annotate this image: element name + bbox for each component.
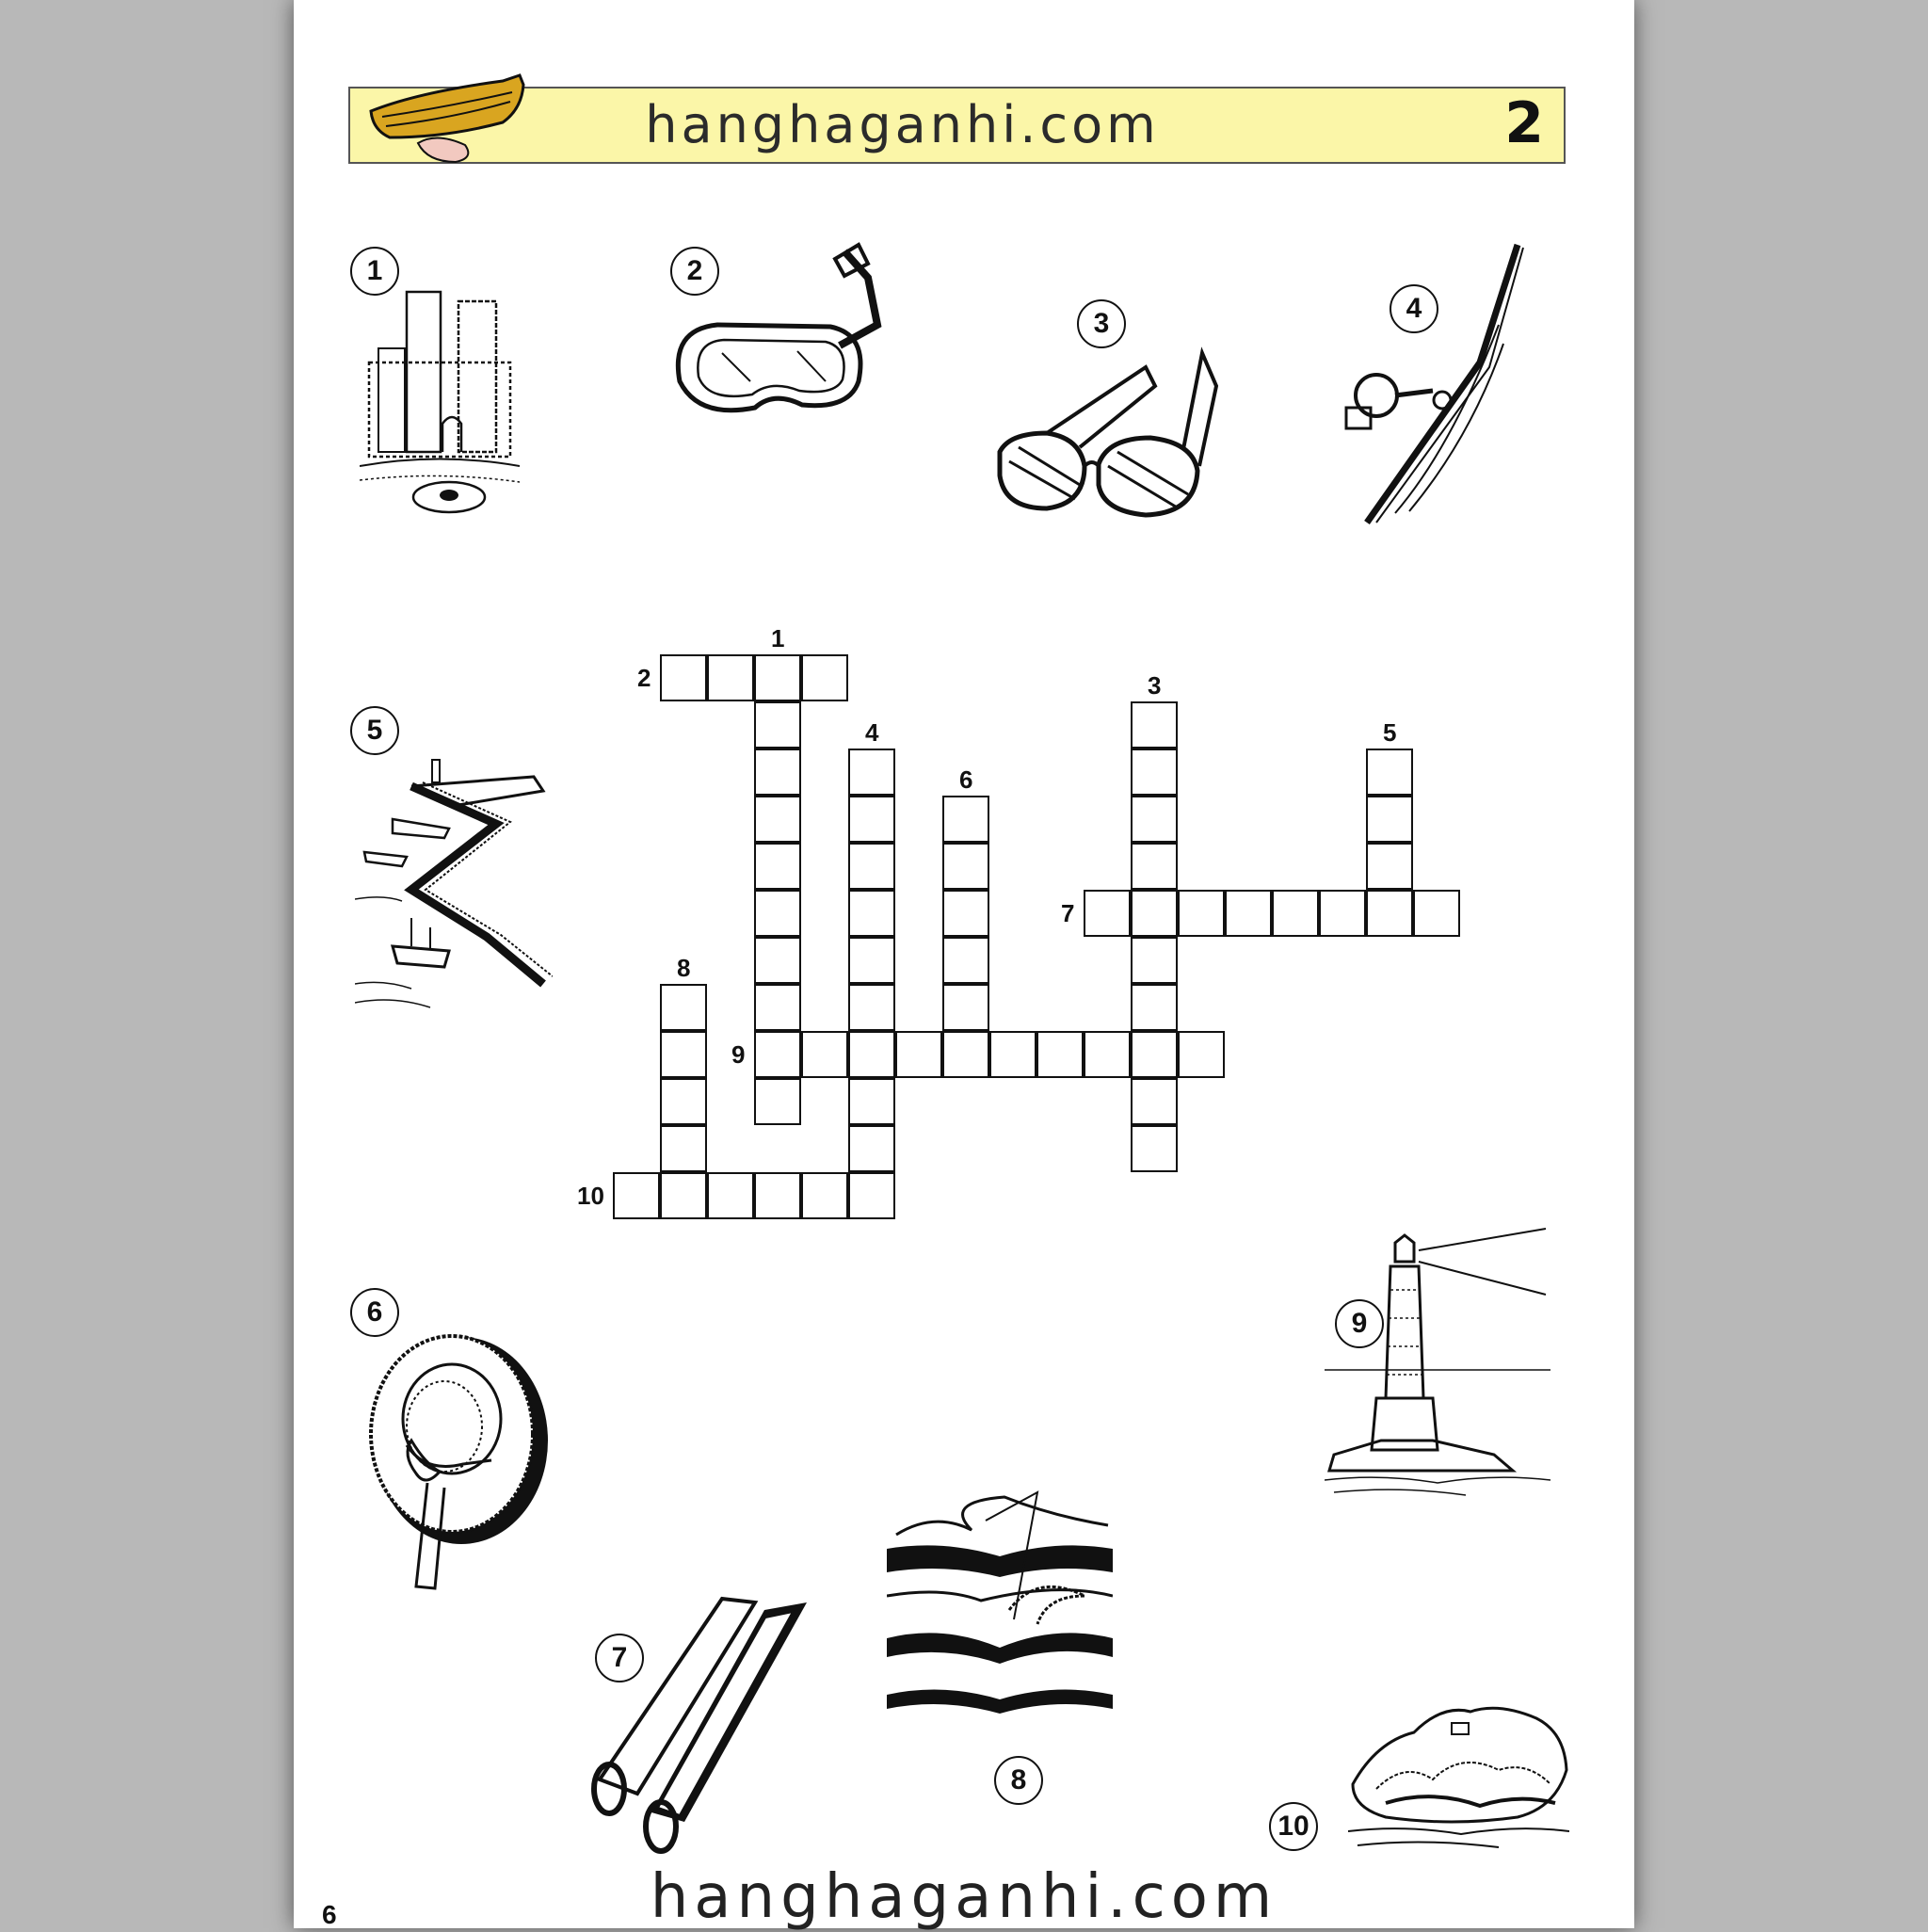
crossword-cell[interactable] [613, 1172, 660, 1219]
crossword-cell[interactable] [1084, 890, 1131, 937]
crossword-cell[interactable] [801, 1031, 848, 1078]
crossword-cell[interactable] [660, 654, 707, 701]
crossword-cell[interactable] [754, 984, 801, 1031]
island-icon [1348, 1695, 1569, 1860]
crossword-cell[interactable] [754, 890, 801, 937]
crossword-cell[interactable] [1366, 843, 1413, 890]
crossword-cell[interactable] [848, 749, 895, 796]
crossword-cell[interactable] [660, 1125, 707, 1172]
harbour-pier-icon [355, 749, 553, 1017]
crossword-cell[interactable] [942, 984, 989, 1031]
crossword-cell[interactable] [1131, 796, 1178, 843]
crossword-clue-number-6: 6 [959, 765, 973, 794]
crossword-cell[interactable] [1131, 1125, 1178, 1172]
crossword-cell[interactable] [895, 1031, 942, 1078]
crossword-cell[interactable] [942, 890, 989, 937]
crossword-clue-number-4: 4 [865, 718, 879, 747]
crossword-cell[interactable] [848, 984, 895, 1031]
crossword-cell[interactable] [660, 984, 707, 1031]
crossword-cell[interactable] [754, 843, 801, 890]
picture-number-3: 3 [1077, 299, 1126, 348]
crossword-cell[interactable] [1084, 1031, 1131, 1078]
crossword-cell[interactable] [754, 796, 801, 843]
crossword-cell[interactable] [1131, 749, 1178, 796]
crossword-cell[interactable] [801, 654, 848, 701]
crossword-cell[interactable] [1366, 749, 1413, 796]
picture-number-5: 5 [350, 706, 399, 755]
crossword-cell[interactable] [1319, 890, 1366, 937]
flippers-icon [581, 1591, 826, 1855]
crossword-cell[interactable] [754, 701, 801, 749]
crossword-clue-number-1: 1 [771, 624, 785, 652]
crossword-cell[interactable] [1131, 843, 1178, 890]
crossword-cell[interactable] [1131, 890, 1178, 937]
crossword-clue-number-10: 10 [577, 1182, 604, 1210]
picture-number-6: 6 [350, 1288, 399, 1337]
crossword-clue-number-7: 7 [1061, 899, 1075, 927]
diving-mask-icon [666, 240, 901, 443]
picture-number-2: 2 [670, 247, 719, 296]
crossword-cell[interactable] [1178, 1031, 1225, 1078]
crossword-cell[interactable] [942, 796, 989, 843]
crossword-cell[interactable] [848, 890, 895, 937]
crossword-cell[interactable] [754, 937, 801, 984]
crossword-cell[interactable] [989, 1031, 1036, 1078]
sun-hat-icon [350, 1332, 557, 1596]
crossword-cell[interactable] [848, 1031, 895, 1078]
crossword-cell[interactable] [1131, 1078, 1178, 1125]
picture-number-1: 1 [350, 247, 399, 296]
waves-icon [887, 1483, 1113, 1728]
crossword-cell[interactable] [1413, 890, 1460, 937]
crossword-cell[interactable] [1366, 890, 1413, 937]
crossword-cell[interactable] [754, 1172, 801, 1219]
crossword-clue-number-3: 3 [1148, 671, 1162, 700]
crossword-clue-number-9: 9 [731, 1040, 746, 1069]
worksheet-page [294, 0, 1634, 1932]
crossword-cell[interactable] [660, 1172, 707, 1219]
crossword-cell[interactable] [1131, 937, 1178, 984]
crossword-cell[interactable] [660, 1031, 707, 1078]
crossword-cell[interactable] [1178, 890, 1225, 937]
crossword-cell[interactable] [942, 937, 989, 984]
crossword-cell[interactable] [848, 796, 895, 843]
crossword-cell[interactable] [801, 1172, 848, 1219]
crossword-cell[interactable] [1131, 701, 1178, 749]
unit-number: 2 [1504, 90, 1544, 156]
sandcastle-icon [360, 282, 520, 523]
crossword-cell[interactable] [1036, 1031, 1084, 1078]
crossword-cell[interactable] [848, 1172, 895, 1219]
crossword-cell[interactable] [1272, 890, 1319, 937]
picture-number-4: 4 [1390, 284, 1438, 333]
crossword-cell[interactable] [942, 1031, 989, 1078]
crossword-cell[interactable] [1366, 796, 1413, 843]
crossword-cell[interactable] [707, 654, 754, 701]
crossword-cell[interactable] [754, 654, 801, 701]
crossword-cell[interactable] [1131, 984, 1178, 1031]
footer-watermark: hanghaganhi.com [650, 1862, 1278, 1932]
crossword-cell[interactable] [848, 1125, 895, 1172]
header-title: hanghaganhi.com [645, 95, 1160, 154]
crossword-cell[interactable] [942, 843, 989, 890]
crossword-clue-number-8: 8 [677, 954, 691, 982]
picture-number-8: 8 [994, 1756, 1043, 1805]
crossword-clue-number-2: 2 [637, 664, 651, 692]
picture-number-9: 9 [1335, 1299, 1384, 1348]
fishing-rod-icon [1339, 240, 1527, 537]
crossword-cell[interactable] [1131, 1031, 1178, 1078]
crossword-cell[interactable] [754, 749, 801, 796]
picture-number-10: 10 [1269, 1802, 1318, 1851]
sunglasses-icon [990, 344, 1226, 546]
crossword-clue-number-5: 5 [1383, 718, 1397, 747]
crossword-cell[interactable] [660, 1078, 707, 1125]
crossword-cell[interactable] [707, 1172, 754, 1219]
lighthouse-icon [1325, 1224, 1560, 1502]
crossword-cell[interactable] [1225, 890, 1272, 937]
crossword-cell[interactable] [848, 1078, 895, 1125]
picture-number-7: 7 [595, 1634, 644, 1682]
crossword-cell[interactable] [848, 843, 895, 890]
crossword-cell[interactable] [754, 1078, 801, 1125]
crossword-cell[interactable] [848, 937, 895, 984]
crossword-cell[interactable] [754, 1031, 801, 1078]
page-number: 6 [322, 1900, 337, 1929]
